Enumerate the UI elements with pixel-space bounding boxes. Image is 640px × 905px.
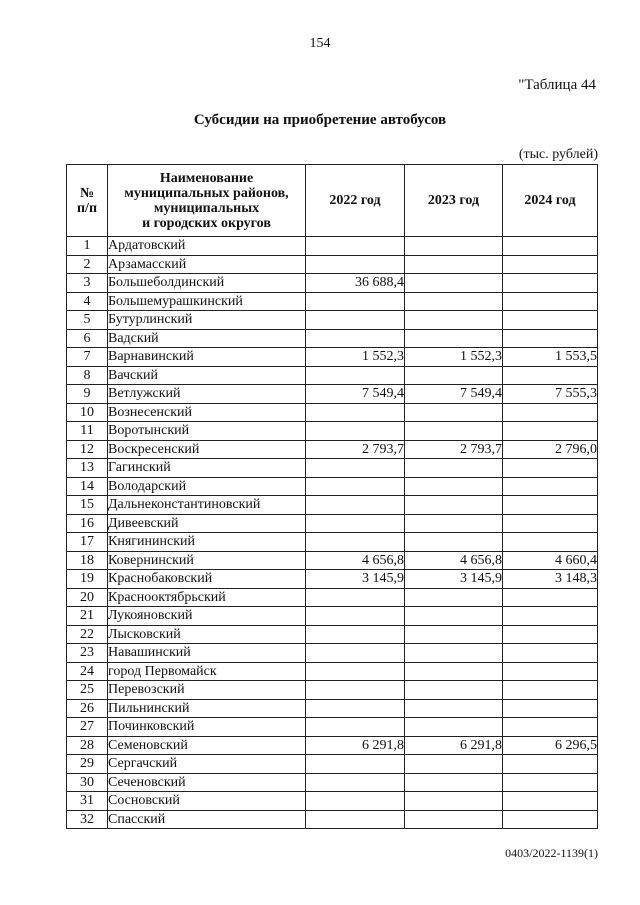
- row-number-cell: 7: [67, 348, 108, 367]
- municipality-name-cell: Лукояновский: [108, 607, 306, 626]
- table-row: [67, 588, 598, 607]
- table-row: [67, 292, 598, 311]
- value-2023-cell: [405, 366, 503, 385]
- table-row: [67, 422, 598, 441]
- row-number-cell: 26: [67, 699, 108, 718]
- table-row: [67, 514, 598, 533]
- value-2023-cell: 2 793,7: [405, 440, 503, 459]
- row-number-cell: 23: [67, 644, 108, 663]
- row-number-cell: 18: [67, 551, 108, 570]
- value-2024-cell: [503, 810, 598, 829]
- value-2024-cell: [503, 422, 598, 441]
- value-2022-cell: [306, 718, 405, 737]
- row-number-cell: 27: [67, 718, 108, 737]
- value-2023-cell: [405, 625, 503, 644]
- header-number-line2: п/п: [76, 200, 98, 216]
- header-2023: 2023 год: [405, 165, 503, 237]
- municipality-name-cell: Вачский: [108, 366, 306, 385]
- value-2024-cell: [503, 292, 598, 311]
- value-2022-cell: [306, 533, 405, 552]
- table-label: "Таблица 44: [518, 77, 596, 93]
- value-2022-cell: [306, 496, 405, 515]
- table-row: [67, 348, 598, 367]
- value-2023-cell: [405, 607, 503, 626]
- table-row: [67, 496, 598, 515]
- value-2022-cell: 3 145,9: [306, 570, 405, 589]
- value-2024-cell: [503, 588, 598, 607]
- municipality-name-cell: Воротынский: [108, 422, 306, 441]
- row-number-cell: 30: [67, 773, 108, 792]
- row-number-cell: 28: [67, 736, 108, 755]
- value-2023-cell: 3 145,9: [405, 570, 503, 589]
- value-2023-cell: [405, 237, 503, 256]
- value-2022-cell: [306, 773, 405, 792]
- table-row: [67, 644, 598, 663]
- row-number-cell: 6: [67, 329, 108, 348]
- value-2022-cell: [306, 459, 405, 478]
- value-2023-cell: [405, 644, 503, 663]
- municipality-name-cell: Семеновский: [108, 736, 306, 755]
- table-row: [67, 607, 598, 626]
- value-2022-cell: 1 552,3: [306, 348, 405, 367]
- value-2023-cell: [405, 403, 503, 422]
- value-2023-cell: [405, 755, 503, 774]
- value-2024-cell: [503, 403, 598, 422]
- table-row: [67, 681, 598, 700]
- municipality-name-cell: Варнавинский: [108, 348, 306, 367]
- value-2024-cell: 3 148,3: [503, 570, 598, 589]
- value-2022-cell: 4 656,8: [306, 551, 405, 570]
- municipality-name-cell: Воскресенский: [108, 440, 306, 459]
- municipality-name-cell: Дальнеконстантиновский: [108, 496, 306, 515]
- value-2023-cell: [405, 718, 503, 737]
- value-2024-cell: [503, 625, 598, 644]
- municipality-name-cell: Дивеевский: [108, 514, 306, 533]
- row-number-cell: 3: [67, 274, 108, 293]
- value-2024-cell: 1 553,5: [503, 348, 598, 367]
- value-2024-cell: [503, 274, 598, 293]
- value-2022-cell: [306, 681, 405, 700]
- table-row: [67, 625, 598, 644]
- header-name-line1: Наименование: [159, 170, 254, 186]
- header-name-line4: и городских округов: [142, 215, 271, 231]
- value-2023-cell: [405, 477, 503, 496]
- value-2023-cell: [405, 311, 503, 330]
- header-2024: 2024 год: [503, 165, 598, 237]
- value-2022-cell: [306, 422, 405, 441]
- row-number-cell: 29: [67, 755, 108, 774]
- row-number-cell: 4: [67, 292, 108, 311]
- row-number-cell: 20: [67, 588, 108, 607]
- value-2022-cell: [306, 329, 405, 348]
- table-row: [67, 551, 598, 570]
- value-2023-cell: [405, 274, 503, 293]
- value-2024-cell: [503, 662, 598, 681]
- row-number-cell: 2: [67, 255, 108, 274]
- value-2022-cell: [306, 292, 405, 311]
- municipality-name-cell: Арзамасский: [108, 255, 306, 274]
- value-2022-cell: [306, 477, 405, 496]
- table-row: [67, 459, 598, 478]
- table-row: [67, 662, 598, 681]
- municipality-name-cell: Спасский: [108, 810, 306, 829]
- value-2024-cell: [503, 459, 598, 478]
- row-number-cell: 5: [67, 311, 108, 330]
- value-2023-cell: 1 552,3: [405, 348, 503, 367]
- value-2024-cell: [503, 329, 598, 348]
- value-2022-cell: 6 291,8: [306, 736, 405, 755]
- value-2022-cell: [306, 255, 405, 274]
- value-2022-cell: [306, 366, 405, 385]
- table-header-row: [67, 165, 598, 237]
- value-2024-cell: [503, 607, 598, 626]
- value-2024-cell: [503, 477, 598, 496]
- subsidies-table: [66, 164, 598, 829]
- municipality-name-cell: Вознесенский: [108, 403, 306, 422]
- municipality-name-cell: Навашинский: [108, 644, 306, 663]
- table-row: [67, 237, 598, 256]
- value-2023-cell: [405, 292, 503, 311]
- table-row: [67, 533, 598, 552]
- value-2023-cell: [405, 422, 503, 441]
- value-2024-cell: 7 555,3: [503, 385, 598, 404]
- row-number-cell: 11: [67, 422, 108, 441]
- value-2024-cell: [503, 681, 598, 700]
- value-2024-cell: [503, 237, 598, 256]
- value-2022-cell: [306, 403, 405, 422]
- row-number-cell: 9: [67, 385, 108, 404]
- table-row: [67, 311, 598, 330]
- row-number-cell: 15: [67, 496, 108, 515]
- value-2022-cell: [306, 607, 405, 626]
- row-number-cell: 17: [67, 533, 108, 552]
- row-number-cell: 10: [67, 403, 108, 422]
- municipality-name-cell: Княгининский: [108, 533, 306, 552]
- table-row: [67, 792, 598, 811]
- municipality-name-cell: Сергачский: [108, 755, 306, 774]
- row-number-cell: 25: [67, 681, 108, 700]
- value-2022-cell: [306, 810, 405, 829]
- municipality-name-cell: Лысковский: [108, 625, 306, 644]
- document-code: 0403/2022-1139(1): [505, 846, 598, 860]
- municipality-name-cell: Вадский: [108, 329, 306, 348]
- value-2024-cell: [503, 366, 598, 385]
- value-2024-cell: [503, 792, 598, 811]
- value-2024-cell: [503, 644, 598, 663]
- municipality-name-cell: Гагинский: [108, 459, 306, 478]
- row-number-cell: 1: [67, 237, 108, 256]
- header-name: [108, 165, 306, 237]
- table-row: [67, 274, 598, 293]
- value-2022-cell: [306, 699, 405, 718]
- value-2023-cell: [405, 792, 503, 811]
- value-2024-cell: [503, 718, 598, 737]
- value-2024-cell: [503, 311, 598, 330]
- table-row: [67, 255, 598, 274]
- municipality-name-cell: Бутурлинский: [108, 311, 306, 330]
- value-2023-cell: [405, 699, 503, 718]
- row-number-cell: 32: [67, 810, 108, 829]
- municipality-name-cell: Ветлужский: [108, 385, 306, 404]
- table-row: [67, 736, 598, 755]
- value-2024-cell: 2 796,0: [503, 440, 598, 459]
- municipality-name-cell: Краснооктябрьский: [108, 588, 306, 607]
- table-row: [67, 329, 598, 348]
- municipality-name-cell: Починковский: [108, 718, 306, 737]
- row-number-cell: 14: [67, 477, 108, 496]
- header-number-line1: №: [79, 185, 95, 201]
- header-number: [67, 165, 108, 237]
- value-2023-cell: [405, 329, 503, 348]
- value-2022-cell: [306, 514, 405, 533]
- table-row: [67, 810, 598, 829]
- value-2022-cell: [306, 755, 405, 774]
- municipality-name-cell: Большемурашкинский: [108, 292, 306, 311]
- municipality-name-cell: Ардатовский: [108, 237, 306, 256]
- page-number: 154: [309, 36, 331, 51]
- document-title: Субсидии на приобретение автобусов: [193, 112, 447, 128]
- value-2022-cell: [306, 644, 405, 663]
- value-2024-cell: [503, 533, 598, 552]
- value-2023-cell: [405, 681, 503, 700]
- value-2022-cell: [306, 625, 405, 644]
- municipality-name-cell: Пильнинский: [108, 699, 306, 718]
- value-2024-cell: [503, 699, 598, 718]
- municipality-name-cell: Перевозский: [108, 681, 306, 700]
- units-label: (тыс. рублей): [518, 147, 598, 162]
- header-name-line2: муниципальных районов,: [124, 185, 289, 201]
- value-2024-cell: 6 296,5: [503, 736, 598, 755]
- table-body: [67, 237, 598, 829]
- table-row: [67, 755, 598, 774]
- table-row: [67, 570, 598, 589]
- value-2024-cell: [503, 514, 598, 533]
- municipality-name-cell: город Первомайск: [108, 662, 306, 681]
- row-number-cell: 8: [67, 366, 108, 385]
- table-row: [67, 718, 598, 737]
- value-2023-cell: 7 549,4: [405, 385, 503, 404]
- table-row: [67, 403, 598, 422]
- table-row: [67, 773, 598, 792]
- value-2022-cell: [306, 662, 405, 681]
- municipality-name-cell: Ковернинский: [108, 551, 306, 570]
- value-2022-cell: [306, 311, 405, 330]
- value-2023-cell: 4 656,8: [405, 551, 503, 570]
- row-number-cell: 13: [67, 459, 108, 478]
- value-2022-cell: 7 549,4: [306, 385, 405, 404]
- value-2023-cell: [405, 255, 503, 274]
- municipality-name-cell: Краснобаковский: [108, 570, 306, 589]
- value-2023-cell: [405, 662, 503, 681]
- row-number-cell: 12: [67, 440, 108, 459]
- value-2024-cell: [503, 255, 598, 274]
- value-2023-cell: [405, 533, 503, 552]
- value-2022-cell: [306, 792, 405, 811]
- row-number-cell: 22: [67, 625, 108, 644]
- row-number-cell: 24: [67, 662, 108, 681]
- value-2022-cell: 36 688,4: [306, 274, 405, 293]
- value-2023-cell: [405, 773, 503, 792]
- value-2022-cell: [306, 237, 405, 256]
- table-row: [67, 366, 598, 385]
- table-row: [67, 440, 598, 459]
- table-row: [67, 385, 598, 404]
- value-2024-cell: [503, 773, 598, 792]
- row-number-cell: 21: [67, 607, 108, 626]
- value-2023-cell: [405, 459, 503, 478]
- value-2023-cell: [405, 496, 503, 515]
- value-2023-cell: 6 291,8: [405, 736, 503, 755]
- value-2023-cell: [405, 514, 503, 533]
- municipality-name-cell: Володарский: [108, 477, 306, 496]
- row-number-cell: 19: [67, 570, 108, 589]
- value-2022-cell: 2 793,7: [306, 440, 405, 459]
- value-2024-cell: 4 660,4: [503, 551, 598, 570]
- header-name-line3: муниципальных: [153, 200, 260, 216]
- municipality-name-cell: Сеченовский: [108, 773, 306, 792]
- table-row: [67, 477, 598, 496]
- value-2022-cell: [306, 588, 405, 607]
- value-2023-cell: [405, 810, 503, 829]
- table-row: [67, 699, 598, 718]
- municipality-name-cell: Большеболдинский: [108, 274, 306, 293]
- value-2024-cell: [503, 755, 598, 774]
- header-2022: 2022 год: [306, 165, 405, 237]
- row-number-cell: 31: [67, 792, 108, 811]
- municipality-name-cell: Сосновский: [108, 792, 306, 811]
- row-number-cell: 16: [67, 514, 108, 533]
- value-2023-cell: [405, 588, 503, 607]
- value-2024-cell: [503, 496, 598, 515]
